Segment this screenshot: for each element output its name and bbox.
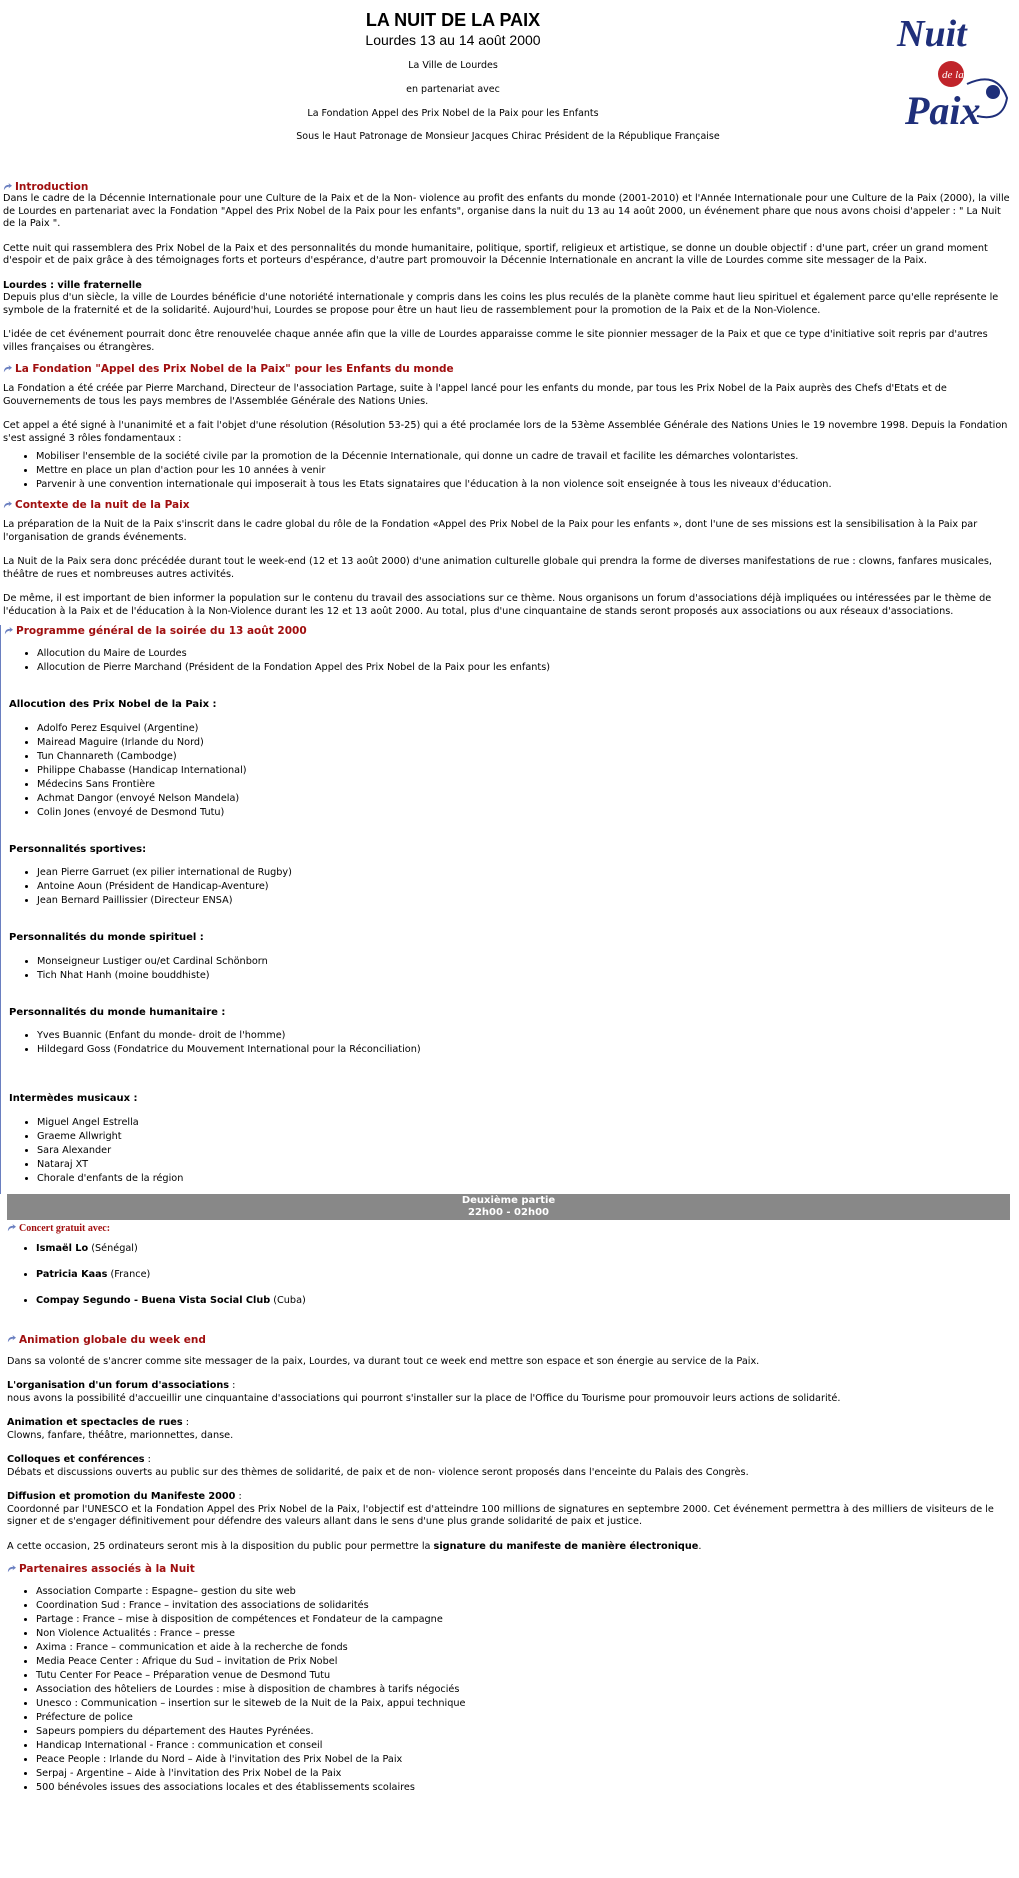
- list-item: • Jean Pierre Garruet (ex pilier international de Rugby): [37, 866, 1013, 880]
- list-item: • Non Violence Actualités : France – presse: [36, 1627, 1013, 1641]
- list-item: • Médecins Sans Frontière: [37, 778, 1013, 792]
- programme-heading: Programme général de la soirée du 13 août 2000: [16, 625, 307, 637]
- section-programme: [0, 625, 1013, 1194]
- list-item: • Miguel Angel Estrella: [37, 1116, 1013, 1130]
- list-item: • Mettre en place un plan d'action pour les 10 années à venir: [36, 464, 1013, 478]
- list-item: • Compay Segundo - Buena Vista Social Club (Cuba): [36, 1288, 1013, 1314]
- list-item: • Antoine Aoun (Président de Handicap-Aventure): [37, 880, 1013, 894]
- list-item: • Axima : France – communication et aide à la recherche de fonds: [36, 1641, 1013, 1655]
- list-item: • Allocution de Pierre Marchand (Président de la Fondation Appel des Prix Nobel de la Paix pour les enfants): [37, 661, 1013, 675]
- contexte-paragraph-2: La Nuit de la Paix sera donc précédée durant tout le week-end (12 et 13 août 2000) d'une animation culturelle globale qui prendra la forme de diverses manifestations de rue : clowns, fanfares musicales, théâtre de rues et nombreuses autres activités.: [3, 556, 992, 580]
- list-item: • Mairead Maguire (Irlande du Nord): [37, 736, 1013, 750]
- list-item: • Yves Buannic (Enfant du monde- droit de l'homme): [37, 1029, 1013, 1043]
- intro-paragraph-1: Dans le cadre de la Décennie Internationale pour une Culture de la Paix et de la Non- violence au profit des enfants du monde (2001-2010) et l'Année Internationale pour une Culture de la Paix (2000), la ville de Lourdes en partenariat avec la Fondation "Appel des Prix Nobel de la Paix pour les enfants", organise dans la nuit du 13 au 14 août 2000, un événement phare que nous avons choisi d'appeler : " La Nuit de la Paix ".: [3, 193, 1010, 229]
- rues-heading: Animation et spectacles de rues :: [7, 1417, 189, 1428]
- list-item: • Nataraj XT: [37, 1158, 1013, 1172]
- page-header: [3, 0, 1013, 170]
- section-title: [3, 181, 1013, 193]
- list-item: • Unesco : Communication – insertion sur le siteweb de la Nuit de la Paix, appui technique: [36, 1697, 1013, 1711]
- list-item: • Sara Alexander: [37, 1144, 1013, 1158]
- introduction-heading: Introduction: [15, 181, 89, 193]
- nobel-list: [4, 722, 1013, 820]
- fondation-roles-list: [3, 450, 1013, 492]
- section-animation: [3, 1334, 1013, 1554]
- title-block: [293, 10, 613, 48]
- rues-text: Clowns, fanfare, théâtre, marionnettes, danse.: [7, 1429, 234, 1441]
- forum-heading: L'organisation d'un forum d'associations :: [7, 1380, 236, 1391]
- colloques-heading: Colloques et conférences :: [7, 1454, 151, 1465]
- list-item: • Hildegard Goss (Fondatrice du Mouvement International pour la Réconciliation): [37, 1043, 1013, 1057]
- fondation-paragraph-1: La Fondation a été créée par Pierre Marchand, Directeur de l'association Partage, suite à l'appel lancé pour les enfants du monde, par tous les Prix Nobel de la Paix auprès des Chefs d'Etats et de Gouvernements de tous les pays membres de l'Assemblée Générale des Nations Unies.: [3, 383, 947, 407]
- section-title: [3, 363, 1013, 375]
- partnership-line: en partenariat avec: [406, 84, 500, 95]
- manifeste-heading: Diffusion et promotion du Manifeste 2000 :: [7, 1491, 242, 1502]
- intro-paragraph-3: Depuis plus d'un siècle, la ville de Lourdes bénéficie d'une notoriété internationale y compris dans les coins les plus reculés de la planète comme haut lieu spirituel et également parce qu'elle représente le symbole de la fraternité et de la solidarité. Aujourd'hui, Lourdes se propose pour être un haut lieu de rassemblement pour la promotion de la Paix et de la Non-Violence.: [3, 292, 999, 316]
- spirit-list: [4, 955, 1013, 983]
- second-part-label: Deuxième partie: [461, 1194, 556, 1206]
- second-part-banner: [7, 1194, 1010, 1220]
- arrow-bullet-icon: [7, 1224, 16, 1233]
- foundation-line: La Fondation Appel des Prix Nobel de la Paix pour les Enfants: [307, 108, 599, 119]
- intro-paragraph-2: Cette nuit qui rassemblera des Prix Nobel de la Paix et des personnalités du monde humanitaire, politique, sportif, religieux et artistique, se donne un double objectif : d'une part, créer un grand moment d'espoir et de paix grâce à des témoignages forts et porteurs d'espérance, d'autre part promouvoir la Décennie Internationale en ancrant la ville de Lourdes comme site messager de la Paix.: [3, 242, 988, 266]
- section-fondation: [3, 363, 1013, 492]
- list-item: • Allocution du Maire de Lourdes: [37, 647, 1013, 661]
- partenaires-list: [7, 1585, 1013, 1795]
- list-item: • Adolfo Perez Esquivel (Argentine): [37, 722, 1013, 736]
- arrow-bullet-icon: [3, 501, 12, 510]
- intro-paragraph-4: L'idée de cet événement pourrait donc être renouvelée chaque année afin que la ville de Lourdes apparaisse comme le site pionnier messager de la Paix et que ce type d'initiative soit repris par d'autres villes françaises ou étrangères.: [3, 329, 988, 353]
- sport-subheading: Personnalités sportives:: [9, 843, 147, 855]
- animation-intro: Dans sa volonté de s'ancrer comme site messager de la paix, Lourdes, va durant tout ce week end mettre son espace et son énergie au service de la Paix.: [7, 1355, 760, 1367]
- human-subheading: Personnalités du monde humanitaire :: [9, 1006, 226, 1018]
- list-item: • Préfecture de police: [36, 1711, 1013, 1725]
- concert-list: [3, 1236, 1013, 1314]
- list-item: • Coordination Sud : France – invitation des associations de solidarités: [36, 1599, 1013, 1613]
- list-item: • Jean Bernard Paillissier (Directeur ENSA): [37, 894, 1013, 908]
- list-item: • Monseigneur Lustiger ou/et Cardinal Schönborn: [37, 955, 1013, 969]
- sport-list: [4, 866, 1013, 908]
- nuit-de-la-paix-logo: [893, 6, 1013, 132]
- list-item: • Philippe Chabasse (Handicap International): [37, 764, 1013, 778]
- list-item: • Ismaël Lo (Sénégal): [36, 1236, 1013, 1262]
- arrow-bullet-icon: [7, 1565, 16, 1574]
- event-dates: Lourdes 13 au 14 août 2000: [365, 32, 541, 48]
- list-item: • Handicap International - France : communication et conseil: [36, 1739, 1013, 1753]
- arrow-bullet-icon: [3, 365, 12, 374]
- list-item: • Tutu Center For Peace – Préparation venue de Desmond Tutu: [36, 1669, 1013, 1683]
- logo-blue-dot: [986, 85, 1000, 99]
- music-subheading: Intermèdes musicaux :: [9, 1093, 138, 1104]
- logo-word-nuit: Nuit: [897, 13, 967, 55]
- logo-word-dela: de la: [942, 69, 964, 81]
- patronage-line: Sous le Haut Patronage de Monsieur Jacques Chirac Président de la République Française: [296, 131, 720, 142]
- contexte-paragraph-3: De même, il est important de bien informer la population sur le contenu du travail des associations sur ce thème. Nous organisons un forum d'associations déjà impliquées ou intéressées par le thème de l'éducation à la Paix et de l'éducation à la Non-Violence durant les 12 et 13 août 2000. Au total, plus d'une cinquantaine de stands seront proposés aux associations ou aux réseaux d'associations.: [3, 593, 992, 617]
- partenaires-heading: Partenaires associés à la Nuit: [19, 1563, 195, 1575]
- ordinateurs-paragraph: A cette occasion, 25 ordinateurs seront mis à la disposition du public pour permettre la signature du manifeste de manière électronique.: [7, 1540, 702, 1552]
- list-item: • Association des hôteliers de Lourdes : mise à disposition de chambres à tarifs négociés: [36, 1683, 1013, 1697]
- manifeste-text: Coordonné par l'UNESCO et la Fondation Appel des Prix Nobel de la Paix, l'objectif est d'atteindre 100 millions de signatures en septembre 2000. Cet événement permettra à des milliers de visiteurs de le signer et de s'engager définitivement pour défendre des valeurs allant dans le sens d'une plus grande solidarité de paix et justice.: [7, 1503, 994, 1527]
- organizer-line: La Ville de Lourdes: [408, 60, 498, 71]
- arrow-bullet-icon: [3, 183, 12, 192]
- arrow-bullet-icon: [4, 627, 13, 636]
- page-title: LA NUIT DE LA PAIX: [365, 10, 541, 30]
- arrow-bullet-icon: [7, 1335, 16, 1344]
- section-title: [7, 1563, 1013, 1575]
- contexte-paragraph-1: La préparation de la Nuit de la Paix s'inscrit dans le cadre global du rôle de la Fondation «Appel des Prix Nobel de la Paix pour les enfants », dont l'une de ses missions est la sensibilisation à la Paix par l'organisation de grands événements.: [3, 519, 978, 543]
- allocations-list: [4, 647, 1013, 675]
- list-item: • Parvenir à une convention internationale qui imposerait à tous les Etats signataires que l'éducation à la non violence soit enseignée à tous les niveaux d'éducation.: [36, 478, 1013, 492]
- section-introduction: [3, 181, 1013, 354]
- fondation-paragraph-2: Cet appel a été signé à l'unanimité et a fait l'objet d'une résolution (Résolution 53-25) qui a été proclamée lors de la 53ème Assemblée Générale des Nations Unies le 19 novembre 1998. Depuis la Fondation s'est assigné 3 rôles fondamentaux :: [3, 420, 1008, 444]
- section-title: [4, 625, 1013, 637]
- human-list: [4, 1029, 1013, 1057]
- fondation-heading: La Fondation "Appel des Prix Nobel de la Paix" pour les Enfants du monde: [15, 363, 454, 375]
- forum-text: nous avons la possibilité d'accueillir une cinquantaine d'associations qui pourront s'installer sur la place de l'Office du Tourisme pour promouvoir leurs actions de solidarité.: [7, 1392, 841, 1404]
- list-item: • Tich Nhat Hanh (moine bouddhiste): [37, 969, 1013, 983]
- nobel-subheading: Allocution des Prix Nobel de la Paix :: [9, 699, 217, 710]
- spirit-subheading: Personnalités du monde spirituel :: [9, 932, 204, 943]
- colloques-text: Débats et discussions ouverts au public sur des thèmes de solidarité, de paix et de non- violence seront proposés dans l'enceinte du Palais des Congrès.: [7, 1466, 749, 1478]
- list-item: • Achmat Dangor (envoyé Nelson Mandela): [37, 792, 1013, 806]
- concert-label: Concert gratuit avec:: [7, 1223, 1013, 1234]
- list-item: • Chorale d'enfants de la région: [37, 1172, 1013, 1186]
- music-list: [4, 1116, 1013, 1186]
- contexte-heading: Contexte de la nuit de la Paix: [15, 499, 190, 511]
- list-item: • Serpaj - Argentine – Aide à l'invitation des Prix Nobel de la Paix: [36, 1767, 1013, 1781]
- list-item: • Tun Channareth (Cambodge): [37, 750, 1013, 764]
- intro-subheading: Lourdes : ville fraternelle: [3, 279, 142, 291]
- list-item: • Mobiliser l'ensemble de la société civile par la promotion de la Décennie Internationale, qui donne un cadre de travail et facilite les démarches volontaristes.: [36, 450, 1013, 464]
- list-item: • Partage : France – mise à disposition de compétences et Fondateur de la campagne: [36, 1613, 1013, 1627]
- section-title: [3, 499, 1013, 511]
- page: [3, 0, 1013, 1795]
- second-part-time: 22h00 - 02h00: [467, 1206, 549, 1218]
- list-item: • Graeme Allwright: [37, 1130, 1013, 1144]
- list-item: • 500 bénévoles issues des associations locales et des établissements scolaires: [36, 1781, 1013, 1795]
- section-contexte: [3, 499, 1013, 618]
- list-item: • Patricia Kaas (France): [36, 1262, 1013, 1288]
- list-item: • Colin Jones (envoyé de Desmond Tutu): [37, 806, 1013, 820]
- list-item: • Association Comparte : Espagne– gestion du site web: [36, 1585, 1013, 1599]
- list-item: • Media Peace Center : Afrique du Sud – invitation de Prix Nobel: [36, 1655, 1013, 1669]
- section-partenaires: [3, 1563, 1013, 1795]
- logo-word-paix: Paix: [905, 88, 981, 132]
- section-title: [7, 1334, 1013, 1346]
- list-item: • Peace People : Irlande du Nord – Aide à l'invitation des Prix Nobel de la Paix: [36, 1753, 1013, 1767]
- list-item: • Sapeurs pompiers du département des Hautes Pyrénées.: [36, 1725, 1013, 1739]
- animation-heading: Animation globale du week end: [19, 1333, 206, 1346]
